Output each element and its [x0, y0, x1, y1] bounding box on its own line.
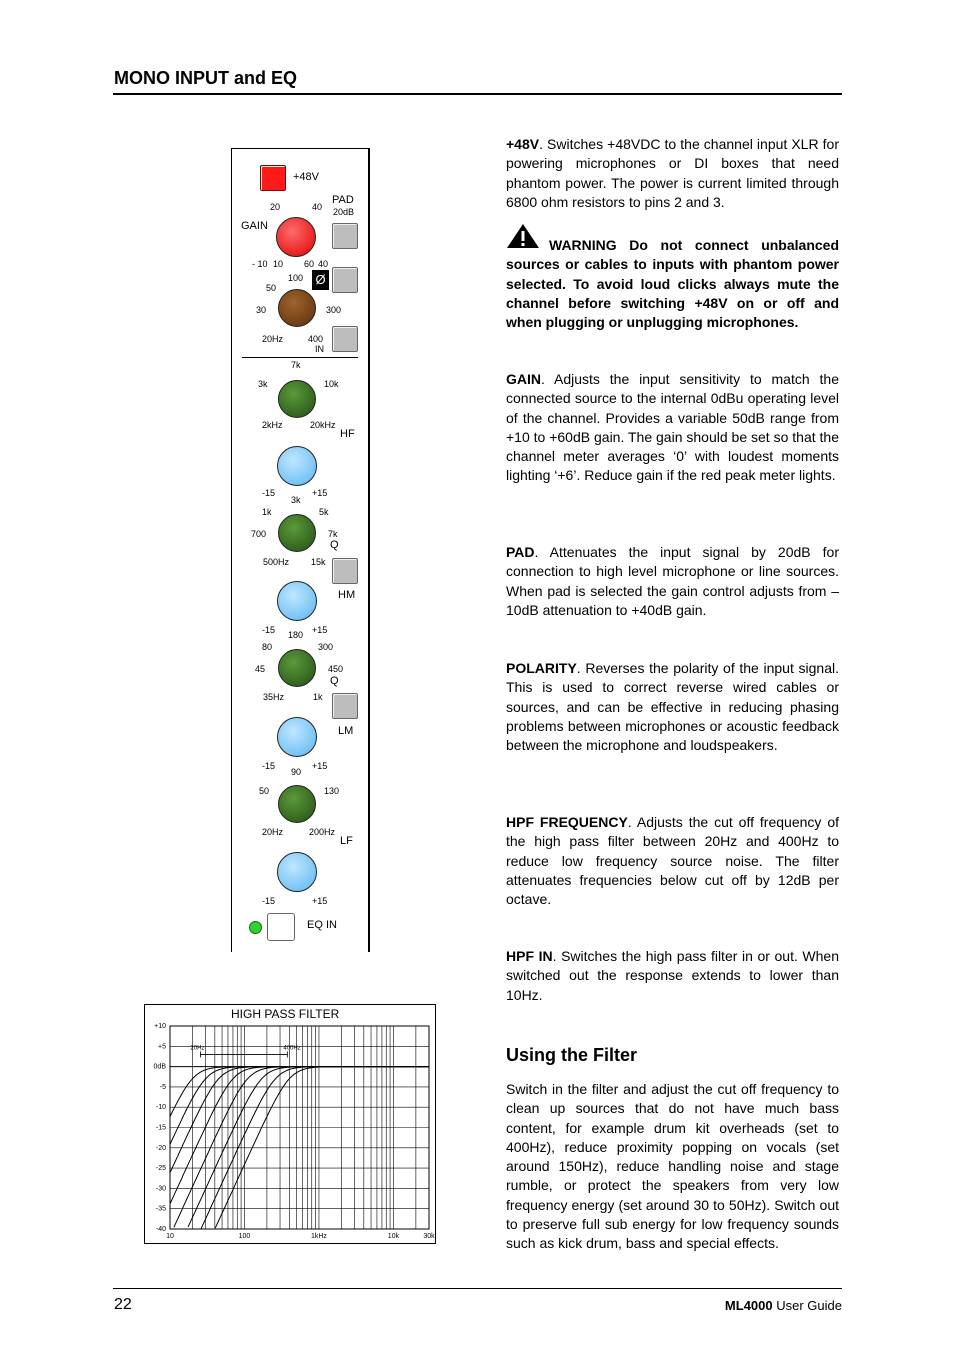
gain-knob[interactable]	[276, 217, 316, 257]
page-number: 22	[114, 1296, 132, 1313]
hpf-scale-300: 300	[326, 305, 342, 315]
lf-frequency-knob[interactable]	[278, 785, 316, 823]
hpf-scale-400: 400	[308, 334, 324, 344]
lm-freq-180: 180	[288, 630, 304, 640]
hpf-in-paragraph	[506, 947, 839, 1005]
gain-scale-40b: 40	[318, 259, 329, 269]
hpf-frequency-knob[interactable]	[278, 289, 316, 327]
hm-label: HM	[338, 589, 356, 601]
strip-divider	[242, 357, 358, 358]
y-tick-label: 0dB	[153, 1063, 166, 1071]
y-tick-label: -5	[159, 1083, 166, 1091]
p48-head: +48V	[506, 136, 540, 152]
hm-freq-1k: 1k	[262, 507, 272, 517]
eq-in-led	[249, 921, 262, 934]
lm-freq-45: 45	[255, 664, 266, 674]
lm-q-label: Q	[330, 675, 339, 687]
pad-paragraph	[506, 543, 839, 620]
hpf-scale-50: 50	[266, 283, 277, 293]
phantom-label: +48V	[293, 171, 319, 183]
hm-freq-3k: 3k	[291, 495, 301, 505]
hf-freq-7k: 7k	[291, 360, 301, 370]
lf-gain-knob[interactable]	[277, 852, 317, 892]
hf-freq-3k: 3k	[258, 379, 268, 389]
hm-q-label: Q	[330, 539, 339, 551]
lf-freq-200hz: 200Hz	[309, 827, 336, 837]
lf-label: LF	[340, 835, 353, 847]
pad-button[interactable]	[332, 223, 358, 249]
polarity-head: POLARITY	[506, 660, 577, 676]
hpf-scale-30: 30	[256, 305, 267, 315]
channel-strip	[231, 148, 370, 952]
page-title: MONO INPUT and EQ	[114, 68, 298, 88]
lf-freq-90: 90	[291, 767, 302, 777]
header-rule	[113, 93, 842, 95]
gain-label: GAIN	[241, 220, 268, 232]
footer-product-name: ML4000	[724, 1298, 773, 1313]
hm-freq-500hz: 500Hz	[263, 557, 290, 567]
gain-scale-20: 20	[270, 202, 281, 212]
hf-gain-max: +15	[312, 488, 328, 498]
y-tick-label: -10	[155, 1104, 166, 1112]
hpf-in-label: IN	[315, 344, 324, 354]
polarity-paragraph	[506, 659, 839, 755]
lm-freq-35hz: 35Hz	[263, 692, 285, 702]
gain-scale-60: 60	[304, 259, 315, 269]
footer-product	[725, 1298, 842, 1313]
lf-gain-min: -15	[262, 896, 276, 906]
pad-label: PAD	[332, 194, 354, 206]
gain-head: GAIN	[506, 371, 541, 387]
hpf-scale-100: 100	[288, 273, 304, 283]
hpf-in-head: HPF IN	[506, 948, 553, 964]
hm-gain-min: -15	[262, 625, 276, 635]
y-tick-label: -30	[155, 1185, 166, 1193]
lm-gain-knob[interactable]	[277, 717, 317, 757]
filter-curve	[215, 1067, 429, 1228]
lm-freq-450: 450	[328, 664, 344, 674]
lm-freq-1k: 1k	[313, 692, 323, 702]
footer-rule	[113, 1288, 842, 1289]
hm-gain-knob[interactable]	[277, 581, 317, 621]
p48-paragraph	[506, 135, 839, 212]
x-tick-label: 1kHz	[310, 1233, 327, 1240]
p48-body: . Switches +48VDC to the channel input XLR for powering microphones or DI boxes that need phantom power. The power is current limited through 6800 ohm resistors to pins 2 and 3.	[506, 136, 839, 210]
hpf-in-button[interactable]	[332, 326, 358, 352]
pad-head: PAD	[506, 544, 535, 560]
y-tick-label: -25	[155, 1165, 166, 1173]
lf-freq-130: 130	[324, 786, 340, 796]
hf-label: HF	[340, 428, 355, 440]
gain-paragraph	[506, 370, 839, 486]
warning-paragraph: WARNING Do not connect unbalanced sources or cables to inputs with phantom power selected. To avoid loud clicks always mute the channel before switching +48V on or off and when plugging or unplugging microphones.	[506, 237, 839, 331]
lm-gain-max: +15	[312, 761, 328, 771]
y-tick-label: -15	[155, 1124, 166, 1132]
hf-freq-10k: 10k	[324, 379, 339, 389]
phantom-power-button[interactable]	[260, 165, 286, 191]
y-tick-label: +10	[154, 1023, 166, 1030]
lm-q-button[interactable]	[332, 693, 358, 719]
lm-freq-300: 300	[318, 642, 334, 652]
x-tick-label: 100	[238, 1233, 251, 1240]
hf-freq-2khz: 2kHz	[262, 420, 283, 430]
y-tick-label: -20	[155, 1144, 166, 1152]
gain-scale-min: - 10	[252, 259, 268, 269]
pad-body: . Attenuates the input signal by 20dB for connection to high level microphone or line sources. When pad is selected the gain control adjusts from –10dB attenuation to +40dB gain.	[506, 544, 839, 618]
hpf-frequency-body: . Adjusts the cut off frequency of the high pass filter between 20Hz and 400Hz to reduce low frequency source noise. The filter attenuates frequencies below cut off by 12dB per octave.	[506, 814, 839, 908]
pad-db-label: 20dB	[333, 207, 355, 217]
hm-freq-5k: 5k	[319, 507, 329, 517]
hf-frequency-knob[interactable]	[278, 380, 316, 418]
hpf-in-body: . Switches the high pass filter in or out. When switched out the response extends to lower than 10Hz.	[506, 948, 840, 1003]
hpf-scale-20hz: 20Hz	[262, 334, 284, 344]
using-filter-heading: Using the Filter	[506, 1045, 638, 1065]
polarity-symbol: Ø	[312, 270, 329, 290]
hm-q-button[interactable]	[332, 558, 358, 584]
hpf-chart	[144, 1004, 436, 1244]
hm-gain-max: +15	[312, 625, 328, 635]
hpf-chart-svg	[145, 1005, 435, 1243]
polarity-body: . Reverses the polarity of the input signal. This is used to correct reverse wired cables or sources, and can be effective in reducing phasing problems between microphones or acoustic feedback between the microphone and loudspeakers.	[506, 660, 839, 754]
hpf-frequency-head: HPF FREQUENCY	[506, 814, 628, 830]
gain-scale-40: 40	[312, 202, 323, 212]
lm-frequency-knob[interactable]	[278, 649, 316, 687]
x-tick-label: 10k	[387, 1233, 400, 1240]
annotation-20hz: 20Hz	[190, 1045, 205, 1052]
hm-freq-15k: 15k	[311, 557, 326, 567]
y-tick-label: +5	[158, 1043, 166, 1051]
lm-gain-min: -15	[262, 761, 276, 771]
lm-label: LM	[338, 725, 354, 737]
chart-title: HIGH PASS FILTER	[231, 1007, 340, 1021]
x-tick-label: 10	[166, 1233, 174, 1240]
y-tick-label: -35	[155, 1205, 166, 1213]
hf-freq-20khz: 20kHz	[310, 420, 336, 430]
lf-freq-50: 50	[259, 786, 270, 796]
hm-freq-7k: 7k	[328, 529, 338, 539]
hm-freq-700: 700	[251, 529, 267, 539]
lf-gain-max: +15	[312, 896, 328, 906]
gain-scale-10: 10	[273, 259, 284, 269]
using-filter-paragraph: Switch in the filter and adjust the cut off frequency to clean up sources that do not have much bass content, for example drum kit overheads (set to 400Hz), reduce proximity popping on vocals (set around 150Hz), reduce handling noise and stage rumble, or protect the speakers from very low frequency energy (set around 30 to 50Hz). Switch out to preserve full sub energy for low frequency sounds such as kick drum, bass and special effects.	[506, 1081, 839, 1252]
x-tick-label: 30k	[423, 1233, 435, 1240]
hm-frequency-knob[interactable]	[278, 514, 316, 552]
hf-gain-min: -15	[262, 488, 276, 498]
polarity-button[interactable]	[332, 267, 358, 293]
hpf-frequency-paragraph	[506, 813, 839, 909]
footer-suffix: User Guide	[772, 1298, 842, 1313]
lf-freq-20hz: 20Hz	[262, 827, 284, 837]
hf-gain-knob[interactable]	[277, 446, 317, 486]
gain-body: . Adjusts the input sensitivity to match the connected source to the internal 0dBu operating level of the channel. Provides a variable 50dB range from +10 to +60dB gain. The gain should be set so that the channel meter averages ‘0’ with loudest moments lighting ‘+6’. Reduce gain if the red peak meter lights.	[506, 371, 839, 484]
annotation-400hz: 400Hz	[283, 1045, 301, 1052]
eq-in-button[interactable]	[267, 913, 295, 941]
eq-in-label: EQ IN	[307, 919, 337, 931]
lm-freq-80: 80	[262, 642, 273, 652]
y-tick-label: -40	[155, 1226, 166, 1233]
